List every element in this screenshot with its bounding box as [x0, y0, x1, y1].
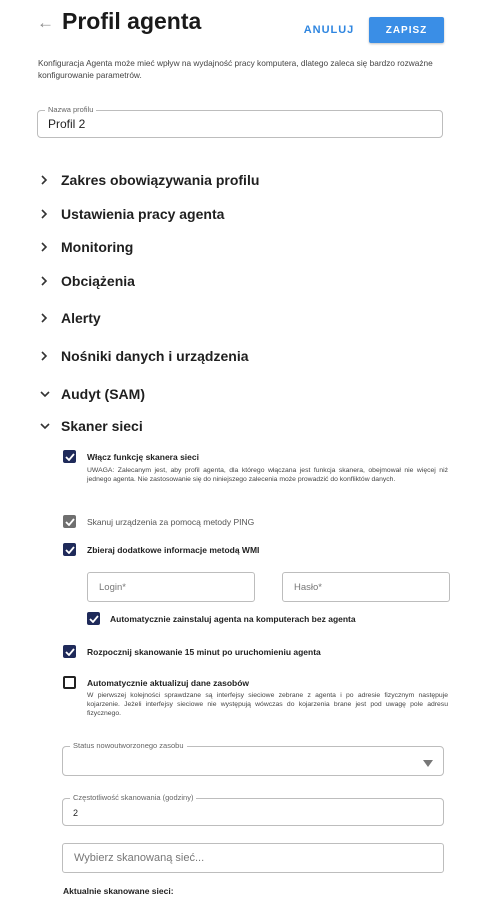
chevron-right-icon	[40, 276, 54, 286]
check-icon	[65, 453, 75, 461]
frequency-legend: Częstotliwość skanowania (godziny)	[70, 793, 196, 803]
chevron-right-icon	[40, 209, 54, 219]
password-input[interactable]	[282, 572, 450, 602]
intro-text: Konfiguracja Agenta może mieć wpływ na wydajność pracy komputera, dlatego zaleca się bardzo rozważne konfigurowanie parametrów.	[38, 58, 433, 80]
section-label: Audyt (SAM)	[61, 386, 145, 402]
ping-label: Skanuj urządzenia za pomocą metody PING	[87, 517, 255, 527]
check-icon	[65, 518, 75, 526]
auto-update-checkbox[interactable]	[63, 676, 76, 689]
page-title: Profil agenta	[62, 8, 202, 34]
ping-checkbox[interactable]	[63, 515, 76, 528]
check-icon	[89, 615, 99, 623]
profile-name-value: Profil 2	[48, 117, 86, 131]
save-button[interactable]: ZAPISZ	[369, 17, 444, 43]
cancel-button[interactable]: ANULUJ	[296, 17, 362, 43]
current-networks-label: Aktualnie skanowane sieci:	[63, 886, 174, 896]
section-skaner[interactable]	[40, 416, 143, 436]
auto-update-label: Automatycznie aktualizuj dane zasobów	[87, 678, 250, 688]
check-icon	[65, 648, 75, 656]
wmi-label: Zbieraj dodatkowe informacje metodą WMI	[87, 545, 260, 555]
frequency-value: 2	[73, 808, 79, 818]
section-ustawienia[interactable]	[40, 204, 224, 224]
section-label: Alerty	[61, 310, 101, 326]
enable-scanner-note: UWAGA: Zalecanym jest, aby profil agenta, dla którego włączana jest funkcja skanera, obejmował nie więcej niż jednego agenta. Nie zastosowanie się do niniejszego zalecenia może prowadzić do konfliktów danych.	[87, 467, 448, 483]
login-input[interactable]	[87, 572, 255, 602]
section-label: Obciążenia	[61, 273, 135, 289]
wmi-checkbox[interactable]	[63, 543, 76, 556]
section-monitoring[interactable]	[40, 237, 133, 257]
profile-name-legend: Nazwa profilu	[45, 105, 96, 115]
chevron-right-icon	[40, 351, 54, 361]
section-obciazenia[interactable]	[40, 271, 135, 291]
chevron-down-icon	[40, 390, 54, 398]
header	[0, 0, 500, 50]
section-label: Monitoring	[61, 239, 134, 255]
status-select[interactable]	[62, 741, 444, 776]
check-icon	[65, 546, 75, 554]
start-after-checkbox[interactable]	[63, 645, 76, 658]
auto-update-note: W pierwszej kolejności sprawdzane są interfejsy sieciowe zebrane z agenta i po adresie fizycznym następuje kojarzenie. Jeżeli interfejsy sieciowe nie występują wówczas do kojarzenia brane jest pod uwagę pole adresu fizycznego.	[87, 692, 448, 717]
section-zakres[interactable]	[40, 170, 259, 190]
frequency-field[interactable]	[62, 793, 444, 826]
chevron-down-icon	[40, 422, 54, 430]
password-placeholder: Hasło*	[294, 582, 322, 593]
chevron-right-icon	[40, 313, 54, 323]
network-select[interactable]	[62, 843, 444, 873]
section-label: Nośniki danych i urządzenia	[61, 348, 249, 364]
chevron-right-icon	[40, 242, 54, 252]
start-after-label: Rozpocznij skanowanie 15 minut po uruchomieniu agenta	[87, 647, 321, 657]
status-legend: Status nowoutworzonego zasobu	[70, 741, 187, 751]
section-alerty[interactable]	[40, 308, 101, 328]
section-label: Zakres obowiązywania profilu	[61, 172, 260, 188]
section-label: Ustawienia pracy agenta	[61, 206, 225, 222]
auto-install-checkbox[interactable]	[87, 612, 100, 625]
network-placeholder: Wybierz skanowaną sieć...	[74, 852, 205, 864]
auto-install-label: Automatycznie zainstaluj agenta na komputerach bez agenta	[110, 614, 356, 624]
section-audyt[interactable]	[40, 384, 145, 404]
back-arrow-icon[interactable]: ←	[37, 13, 54, 32]
dropdown-arrow-icon	[423, 760, 433, 767]
chevron-right-icon	[40, 175, 54, 185]
section-label: Skaner sieci	[61, 418, 143, 434]
enable-scanner-checkbox[interactable]	[63, 450, 76, 463]
login-placeholder: Login*	[99, 582, 126, 593]
section-nosniki[interactable]	[40, 346, 249, 366]
enable-scanner-label: Włącz funkcję skanera sieci	[87, 452, 199, 462]
profile-name-field[interactable]	[37, 105, 443, 138]
